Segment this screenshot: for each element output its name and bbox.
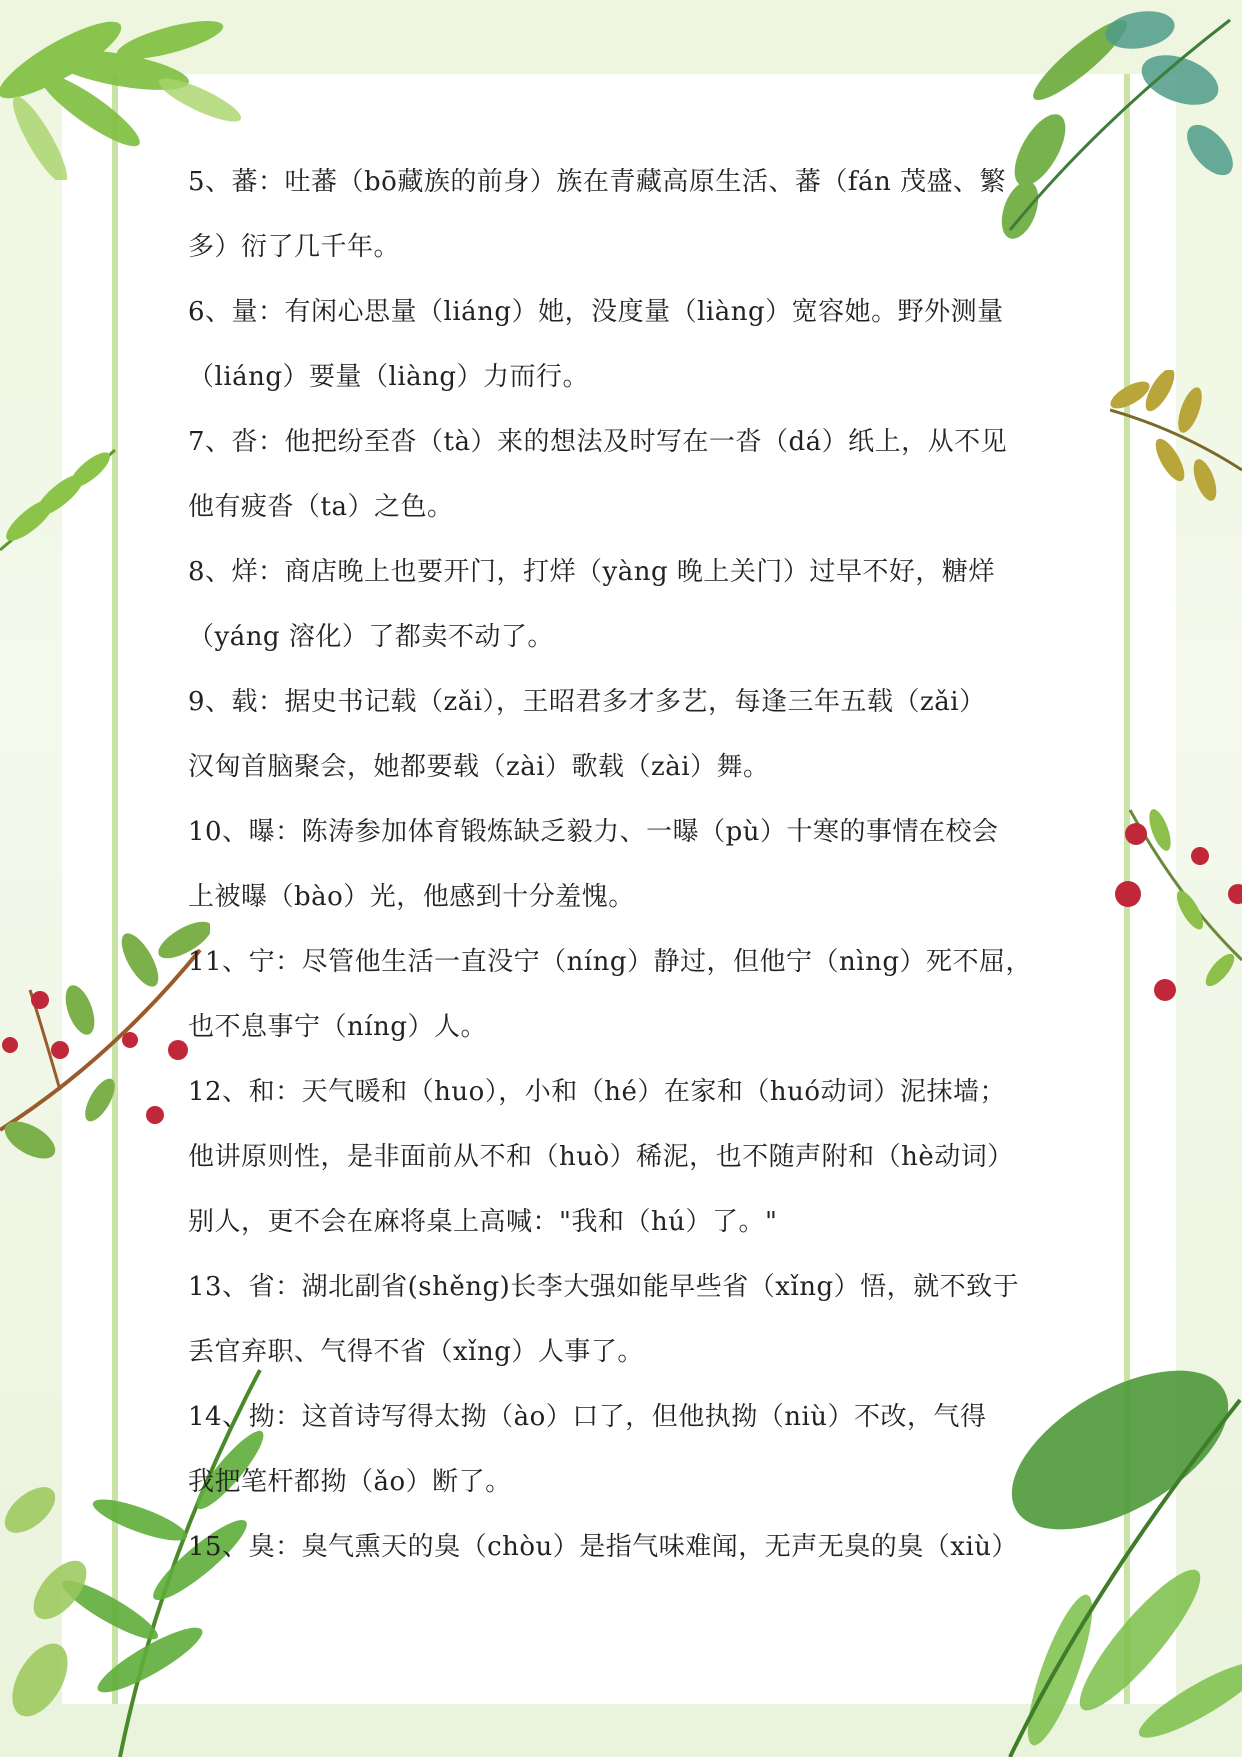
text-line: （liáng）要量（liàng）力而行。 bbox=[188, 362, 590, 392]
text-line: 上被曝（bào）光，他感到十分羞愧。 bbox=[188, 882, 635, 912]
berry-branch-right-icon bbox=[1110, 790, 1242, 1020]
text-line: 10、曝：陈涛参加体育锻炼缺乏毅力、一曝（pù）十寒的事情在校会 bbox=[188, 817, 999, 847]
text-line: 13、省：湖北副省(shěng)长李大强如能早些省（xǐng）悟，就不致于 bbox=[188, 1272, 1020, 1302]
document-body bbox=[188, 150, 1058, 1580]
berry-branch-left-icon bbox=[0, 900, 210, 1160]
fern-left-icon bbox=[0, 440, 120, 580]
text-line: 14、拗：这首诗写得太拗（ào）口了，但他执拗（niù）不改，气得 bbox=[188, 1402, 987, 1432]
text-line: 他讲原则性，是非面前从不和（huò）稀泥，也不随声附和（hè动词） bbox=[188, 1142, 1014, 1172]
text-line: 也不息事宁（níng）人。 bbox=[188, 1012, 487, 1042]
text-line: 15、臭：臭气熏天的臭（chòu）是指气味难闻，无声无臭的臭（xiù） bbox=[188, 1532, 1019, 1562]
text-line: 6、量：有闲心思量（liáng）她，没度量（liàng）宽容她。野外测量 bbox=[188, 297, 1004, 327]
text-line: 我把笔杆都拗（ǎo）断了。 bbox=[188, 1467, 512, 1497]
text-line: 别人，更不会在麻将桌上高喊："我和（hú）了。" bbox=[188, 1207, 778, 1237]
olive-branch-right-icon bbox=[1110, 370, 1242, 550]
text-line: 7、沓：他把纷至沓（tà）来的想法及时写在一沓（dá）纸上，从不见 bbox=[188, 427, 1008, 457]
text-line: 汉匈首脑聚会，她都要载（zài）歌载（zài）舞。 bbox=[188, 752, 770, 782]
text-line: 丢官弃职、气得不省（xǐng）人事了。 bbox=[188, 1337, 644, 1367]
text-line: 他有疲沓（ta）之色。 bbox=[188, 492, 454, 522]
text-line: 12、和：天气暖和（huo），小和（hé）在家和（huó动词）泥抹墙； bbox=[188, 1077, 1007, 1107]
text-line: （yáng 溶化）了都卖不动了。 bbox=[188, 622, 554, 652]
text-line: 11、宁：尽管他生活一直没宁（níng）静过，但他宁（nìng）死不屈， bbox=[188, 947, 1032, 977]
text-line: 5、蕃：吐蕃（bō藏族的前身）族在青藏高原生活、蕃（fán 茂盛、繁 bbox=[188, 167, 1006, 197]
text-line: 9、载：据史书记载（zǎi），王昭君多才多艺，每逢三年五载（zǎi） bbox=[188, 687, 986, 717]
text-line: 多）衍了几千年。 bbox=[188, 232, 401, 262]
text-line: 8、烊：商店晚上也要开门，打烊（yàng 晚上关门）过早不好，糖烊 bbox=[188, 557, 995, 587]
